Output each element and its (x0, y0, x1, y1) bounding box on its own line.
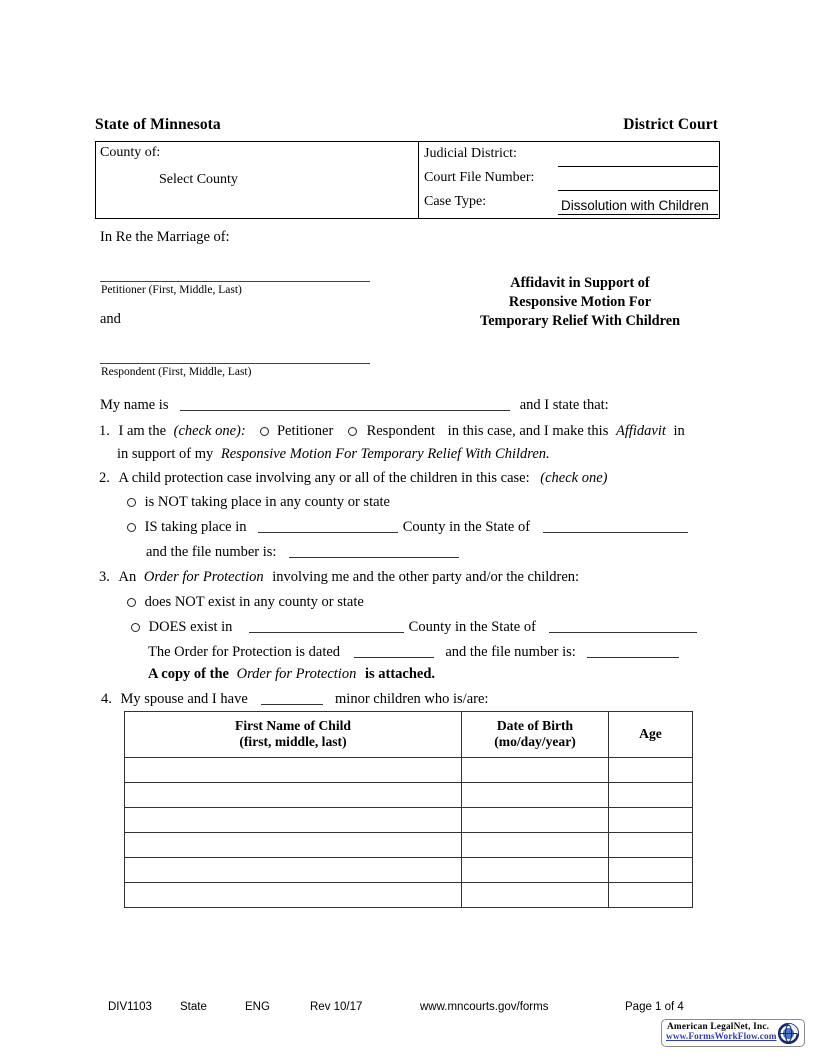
radio-no-order-for-protection[interactable] (127, 598, 136, 607)
item-3-tail: involving me and the other party and/or the children: (272, 569, 580, 585)
item-3-lead: An (118, 569, 137, 585)
footer-scope: State (180, 1001, 207, 1013)
judicial-district-label: Judicial District: (424, 146, 517, 161)
item-4-line (101, 692, 488, 707)
footer-form-number: DIV1103 (108, 1001, 152, 1013)
footer-revision: Rev 10/17 (310, 1001, 363, 1013)
court-file-number-label: Court File Number: (424, 170, 535, 185)
item-2-state-input[interactable] (543, 520, 688, 533)
in-re-label: In Re the Marriage of: (100, 229, 230, 245)
item-2-option-a-label: is NOT taking place in any county or state (144, 494, 390, 510)
document-title-line-2: Responsive Motion For (508, 294, 652, 310)
item-2-line-1 (99, 471, 607, 486)
table-row[interactable] (125, 833, 693, 858)
table-row[interactable] (125, 783, 693, 808)
item-1-tail: in this case, and I make this (447, 423, 609, 439)
table-row[interactable] (125, 808, 693, 833)
item-1-option-petitioner[interactable]: Petitioner (276, 423, 334, 439)
header-age (609, 712, 693, 758)
header-age-line1: Age (639, 726, 662, 741)
item-2-option-b[interactable] (127, 520, 688, 535)
item-3-dated-input[interactable] (354, 645, 434, 658)
table-row[interactable] (125, 883, 693, 908)
item-1-line-2 (117, 447, 550, 462)
footer-website[interactable]: www.mncourts.gov/forms (420, 1001, 549, 1013)
cell-age[interactable] (609, 833, 693, 858)
respondent-name-line[interactable] (100, 363, 370, 364)
document-title (440, 274, 720, 331)
item-3-line-1 (99, 570, 579, 585)
and-label: and (100, 311, 121, 327)
footer-page-number: Page 1 of 4 (625, 1001, 684, 1013)
page-header (95, 116, 718, 134)
item-1-lead: I am the (118, 423, 167, 439)
cell-child-name[interactable] (125, 883, 462, 908)
item-3-dated-line (148, 645, 679, 660)
cell-age[interactable] (609, 783, 693, 808)
radio-is-child-protection-case[interactable] (127, 523, 136, 532)
judicial-district-row (424, 144, 719, 168)
item-2-county-input[interactable] (258, 520, 398, 533)
header-dob-line2: (mo/day/year) (494, 734, 576, 749)
item-3-option-b-pre: DOES exist in (148, 619, 233, 635)
footer-language: ENG (245, 1001, 270, 1013)
header-date-of-birth (462, 712, 609, 758)
globe-icon (778, 1023, 799, 1044)
item-3-file-number-label: and the file number is: (445, 644, 576, 660)
item-2-file-number-label: and the file number is: (146, 544, 277, 560)
cell-date-of-birth[interactable] (462, 833, 609, 858)
item-1-line-1 (99, 424, 685, 439)
item-2-option-b-pre: IS taking place in (144, 519, 247, 535)
item-2-file-number-input[interactable] (289, 545, 459, 558)
my-name-input[interactable] (180, 398, 510, 411)
cell-child-name[interactable] (125, 858, 462, 883)
radio-petitioner[interactable] (260, 427, 269, 436)
and-i-state-label: and I state that: (519, 397, 609, 413)
cell-date-of-birth[interactable] (462, 808, 609, 833)
petitioner-name-line[interactable] (100, 281, 370, 282)
cell-date-of-birth[interactable] (462, 783, 609, 808)
petitioner-caption: Petitioner (First, Middle, Last) (101, 284, 242, 296)
item-1-tail-2: in (673, 423, 685, 439)
item-1-number: 1. (99, 423, 110, 439)
item-3-option-b[interactable] (131, 620, 697, 635)
item-3-attached-post: is attached. (364, 666, 436, 682)
item-3-option-b-mid: County in the State of (408, 619, 536, 635)
table-row[interactable] (125, 858, 693, 883)
court-file-number-input[interactable] (558, 171, 718, 191)
my-name-label: My name is (100, 397, 169, 413)
item-3-option-a-label: does NOT exist in any county or state (144, 594, 364, 610)
radio-respondent[interactable] (348, 427, 357, 436)
county-label: County of: (100, 145, 161, 160)
cell-age[interactable] (609, 808, 693, 833)
item-1-line2-pre: in support of my (117, 446, 214, 462)
caption-county-cell (96, 142, 419, 218)
case-type-label: Case Type: (424, 194, 487, 209)
state-title: State of Minnesota (95, 116, 221, 133)
item-4-pre: My spouse and I have (120, 691, 248, 707)
court-title: District Court (623, 116, 718, 133)
item-4-post: minor children who is/are: (335, 691, 489, 707)
item-3-file-number-input[interactable] (587, 645, 679, 658)
item-4-number: 4. (101, 691, 112, 707)
item-1-option-respondent[interactable]: Respondent (366, 423, 436, 439)
american-legalnet-badge (661, 1019, 805, 1047)
header-child-name-line1: First Name of Child (235, 718, 351, 733)
header-child-name-line2: (first, middle, last) (239, 734, 347, 749)
item-3-county-input[interactable] (249, 620, 404, 633)
item-2-option-b-mid: County in the State of (402, 519, 531, 535)
item-1-check-one: (check one): (173, 423, 246, 439)
table-body (125, 758, 693, 908)
item-1-line2-italic: Responsive Motion For Temporary Relief With Children. (220, 446, 550, 462)
item-3-attached-italic: Order for Protection (236, 666, 357, 682)
children-table (124, 711, 693, 908)
table-row[interactable] (125, 758, 693, 783)
county-select-value[interactable]: Select County (159, 172, 238, 187)
item-4-count-input[interactable] (261, 692, 323, 705)
header-child-name (125, 712, 462, 758)
cell-age[interactable] (609, 758, 693, 783)
item-3-order-italic: Order for Protection (143, 569, 264, 585)
cell-child-name[interactable] (125, 808, 462, 833)
item-1-affidavit-word: Affidavit (615, 423, 666, 439)
cell-date-of-birth[interactable] (462, 758, 609, 783)
item-3-option-a[interactable] (127, 595, 364, 610)
item-3-attached-line (148, 667, 435, 682)
item-2-text: A child protection case involving any or all of the children in this case: (118, 470, 530, 486)
cell-date-of-birth[interactable] (462, 858, 609, 883)
my-name-line (100, 398, 609, 413)
cell-age[interactable] (609, 883, 693, 908)
document-title-line-1: Affidavit in Support of (510, 275, 650, 291)
document-title-line-3: Temporary Relief With Children (479, 313, 681, 329)
item-3-dated-label: The Order for Protection is dated (148, 644, 341, 660)
table-header-row (125, 712, 693, 758)
cell-date-of-birth[interactable] (462, 883, 609, 908)
item-3-attached-pre: A copy of the (148, 666, 229, 682)
radio-no-child-protection-case[interactable] (127, 498, 136, 507)
case-type-value: Dissolution with Children (561, 198, 709, 213)
header-dob-line1: Date of Birth (496, 718, 574, 733)
court-file-number-row (424, 168, 719, 192)
badge-company-name: American LegalNet, Inc. (667, 1022, 770, 1032)
item-2-option-a[interactable] (127, 495, 390, 510)
case-type-row (424, 192, 719, 216)
badge-url[interactable]: www.FormsWorkFlow.com (666, 1032, 777, 1042)
cell-child-name[interactable] (125, 758, 462, 783)
cell-child-name[interactable] (125, 833, 462, 858)
caption-case-cell (419, 142, 719, 218)
item-2-check-one: (check one) (540, 470, 608, 486)
caption-box (95, 141, 720, 219)
judicial-district-input[interactable] (558, 147, 718, 167)
item-2-file-number-line (146, 545, 459, 560)
cell-age[interactable] (609, 858, 693, 883)
item-2-number: 2. (99, 470, 110, 486)
cell-child-name[interactable] (125, 783, 462, 808)
item-3-state-input[interactable] (549, 620, 697, 633)
respondent-caption: Respondent (First, Middle, Last) (101, 366, 252, 378)
item-3-number: 3. (99, 569, 110, 585)
radio-does-order-for-protection[interactable] (131, 623, 140, 632)
